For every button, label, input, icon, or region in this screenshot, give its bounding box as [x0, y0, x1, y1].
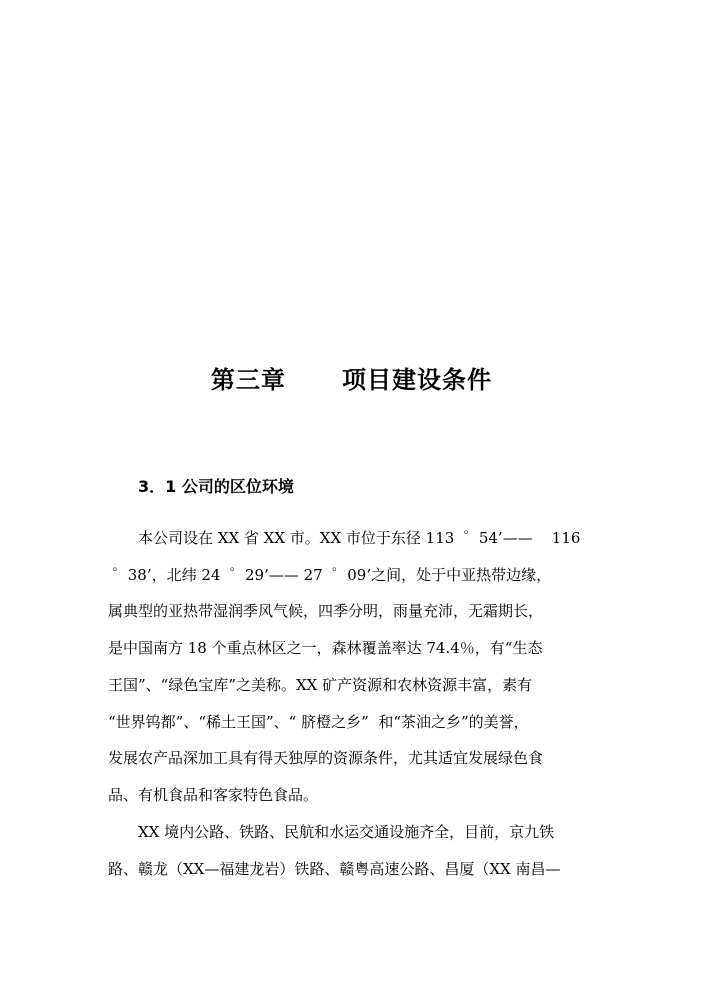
paragraph-1-line-6: “世界钨都”、“稀土王国”、“ 脐橙之乡” 和“茶油之乡”的美誉，: [108, 713, 529, 731]
chapter-title: 第三章 项目建设条件: [210, 366, 493, 394]
paragraph-1-line-4: 是中国南方 18 个重点林区之一，森林覆盖率达 74.4％，有“生态: [108, 639, 543, 657]
paragraph-2-line-1: XX 境内公路、铁路、民航和水运交通设施齐全，目前，京九铁: [138, 823, 555, 841]
paragraph-1-line-3: 属典型的亚热带湿润季风气候，四季分明，雨量充沛，无霜期长，: [108, 602, 544, 620]
paragraph-1-line-7: 发展农产品深加工具有得天独厚的资源条件，尤其适宜发展绿色食: [108, 749, 544, 767]
paragraph-1-line-2: ゜38’，北纬 24 ゜29’—— 27 ゜09’之间，处于中亚热带边缘，: [108, 566, 552, 584]
paragraph-2-line-2: 路、赣龙（XX—福建龙岩）铁路、赣粤高速公路、昌厦（XX 南昌—: [108, 860, 561, 878]
paragraph-1-line-1: 本公司设在 XX 省 XX 市。XX 市位于东径 113 ゜54’—— 116: [138, 529, 581, 547]
section-heading: 3．1 公司的区位环境: [138, 477, 294, 496]
paragraph-1-line-8: 品、有机食品和客家特色食品。: [108, 786, 319, 804]
paragraph-1-line-5: 王国”、“绿色宝库”之美称。XX 矿产资源和农林资源丰富，素有: [108, 676, 533, 694]
